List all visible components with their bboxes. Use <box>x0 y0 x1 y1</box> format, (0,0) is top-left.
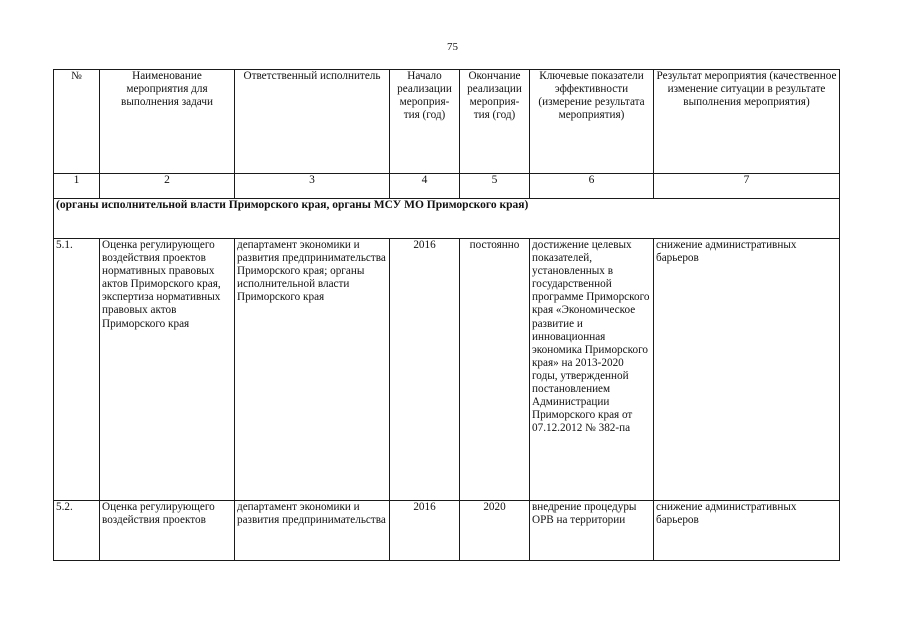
row-result: снижение административных барьеров <box>654 501 840 561</box>
column-number: 3 <box>235 174 390 199</box>
row-end: 2020 <box>460 501 530 561</box>
header-name: Наименование мероприятия для выполнения задачи <box>100 70 235 174</box>
section-row <box>54 199 840 239</box>
header-number: № <box>54 70 100 174</box>
row-executor: департамент экономики и развития предпринимательства <box>235 501 390 561</box>
header-indicators: Ключевые показатели эффективности (измерение результата мероприятия) <box>530 70 654 174</box>
column-number: 1 <box>54 174 100 199</box>
column-number: 6 <box>530 174 654 199</box>
table-row <box>54 501 840 561</box>
header-result: Результат мероприятия (качественное изменение ситуации в результате выполнения мероприятия) <box>654 70 840 174</box>
row-name: Оценка регулирующего воздействия проектов нормативных правовых актов Приморского края, экспертиза нормативных правовых актов Приморского края <box>100 239 235 501</box>
row-end: постоянно <box>460 239 530 501</box>
header-executor: Ответственный исполнитель <box>235 70 390 174</box>
row-indicators: достижение целевых показателей, установленных в государственной программе Приморского края «Экономическое развитие и инновационная экономика Приморского края» на 2013-2020 годы, утвержденной постановлением Администрации Приморского края от 07.12.2012 № 382-па <box>530 239 654 501</box>
row-number: 5.1. <box>54 239 100 501</box>
page-number: 75 <box>447 41 458 53</box>
row-indicators: внедрение процедуры ОРВ на территории <box>530 501 654 561</box>
column-number: 7 <box>654 174 840 199</box>
column-number: 5 <box>460 174 530 199</box>
header-end: Окончание реализации мероприя-тия (год) <box>460 70 530 174</box>
row-result: снижение административных барьеров <box>654 239 840 501</box>
header-start: Начало реализации мероприя-тия (год) <box>390 70 460 174</box>
section-title: (органы исполнительной власти Приморского края, органы МСУ МО Приморского края) <box>54 199 840 239</box>
row-name: Оценка регулирующего воздействия проектов <box>100 501 235 561</box>
row-number: 5.2. <box>54 501 100 561</box>
table-row <box>54 239 840 501</box>
activities-table <box>53 69 840 561</box>
row-start: 2016 <box>390 239 460 501</box>
row-start: 2016 <box>390 501 460 561</box>
column-number: 2 <box>100 174 235 199</box>
row-executor: департамент экономики и развития предпринимательства Приморского края; органы исполнительной власти Приморского края <box>235 239 390 501</box>
header-row <box>54 70 840 174</box>
column-numbers-row <box>54 174 840 199</box>
column-number: 4 <box>390 174 460 199</box>
